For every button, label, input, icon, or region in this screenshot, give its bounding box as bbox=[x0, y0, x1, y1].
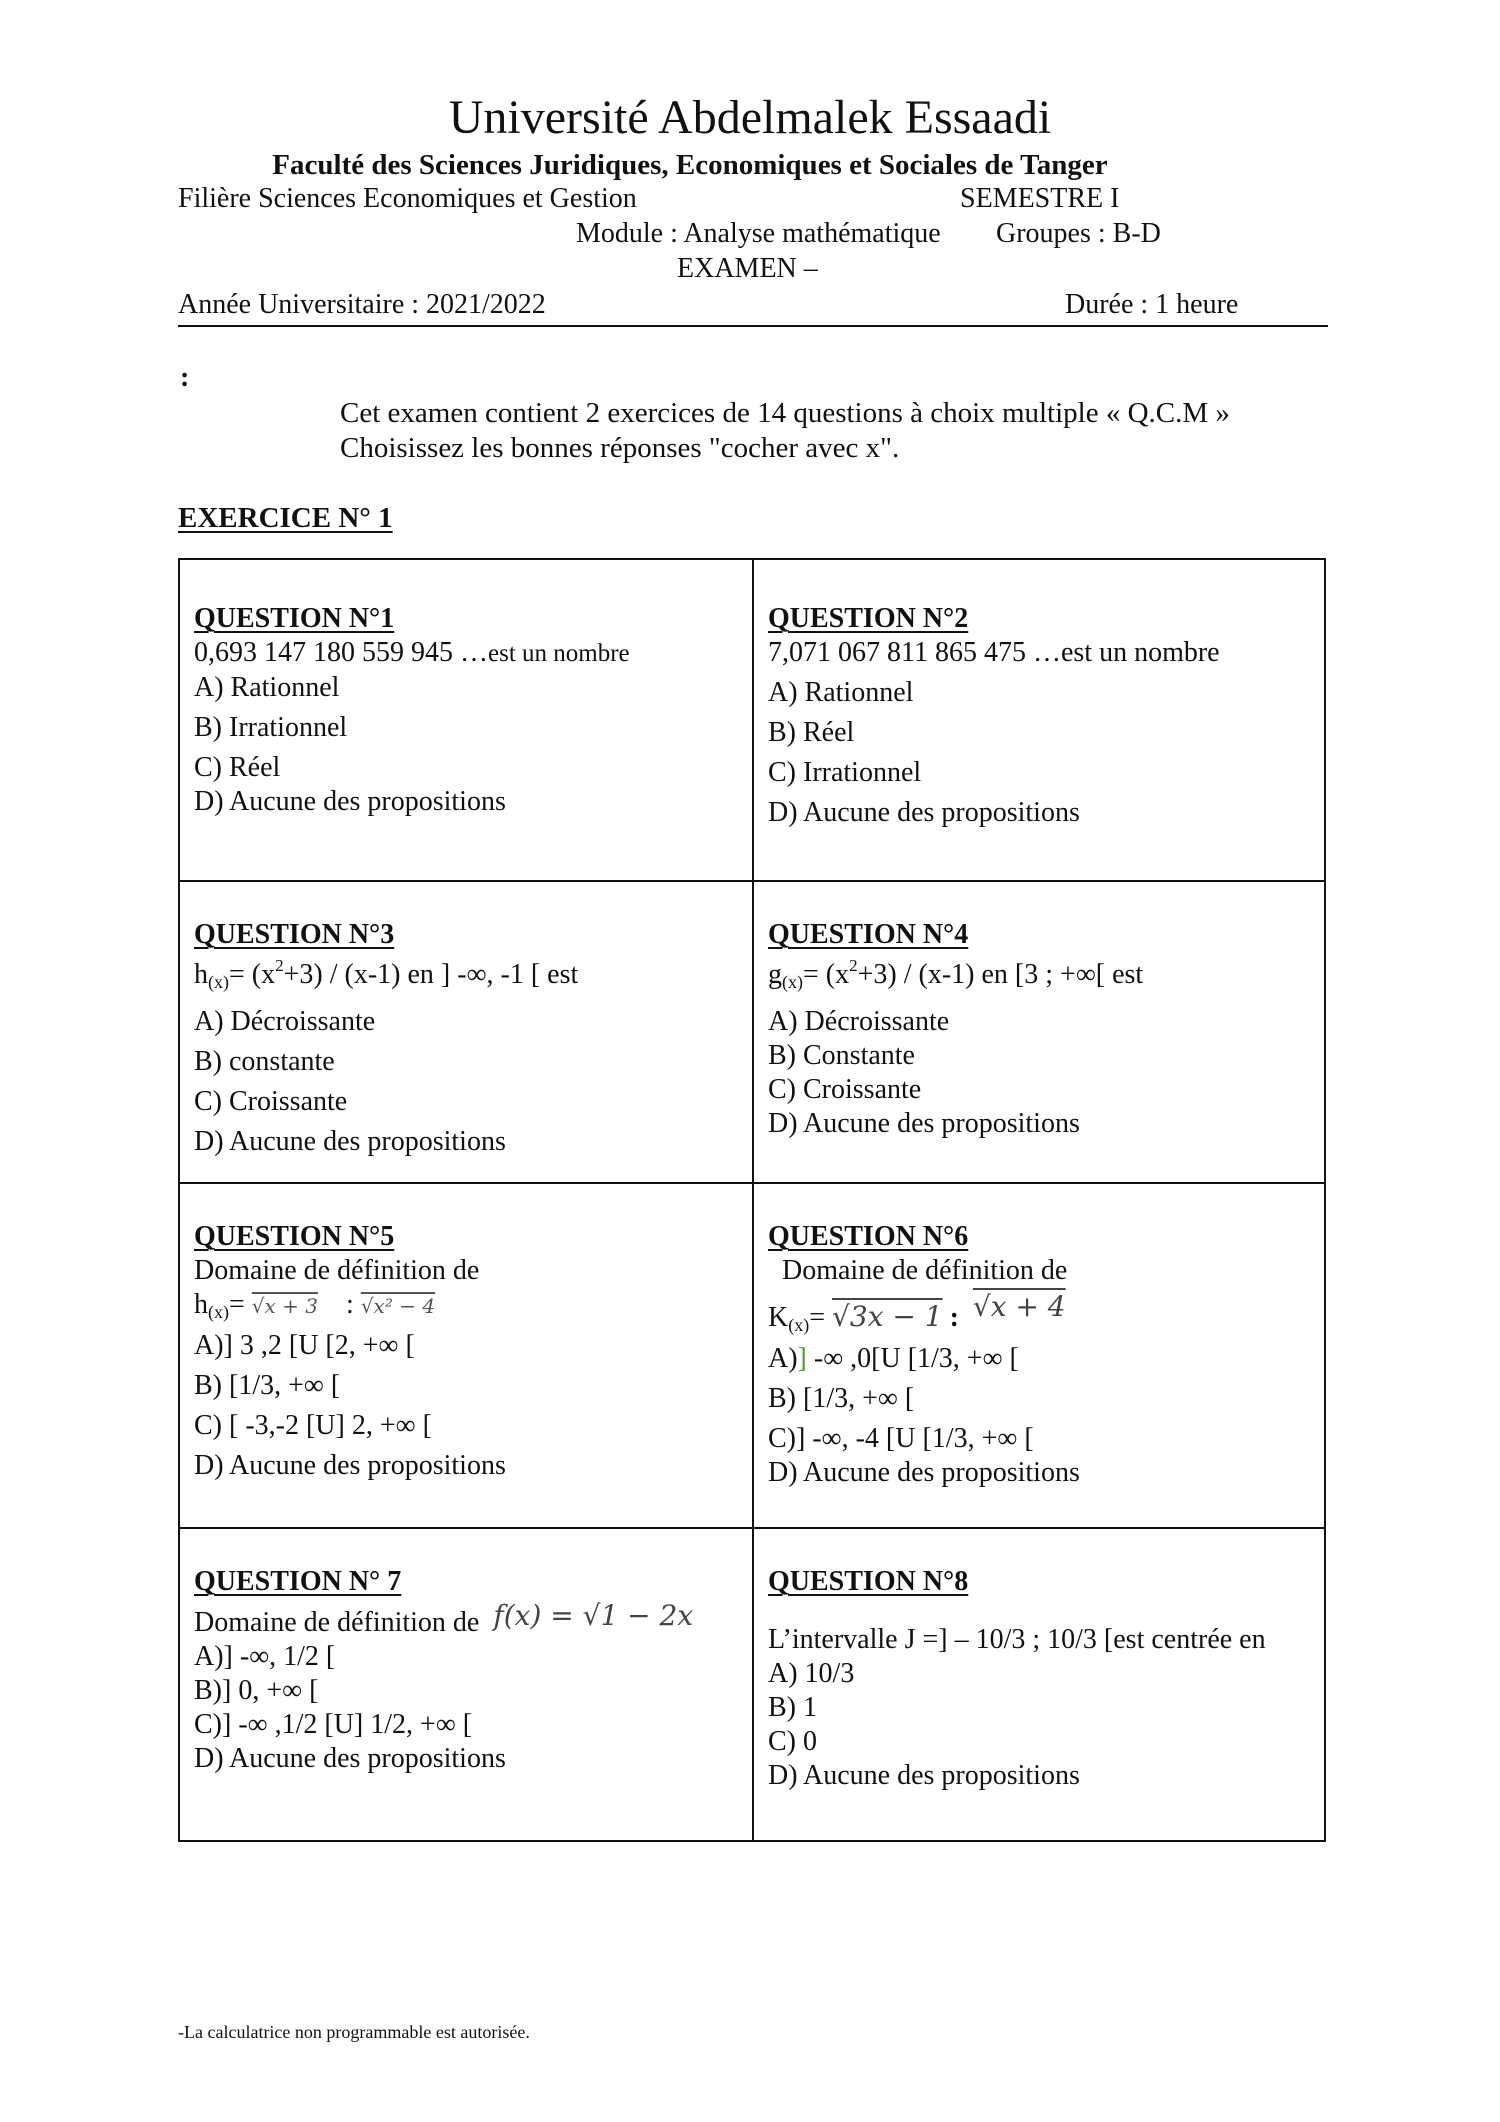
instruction-line-2: Choisissez les bonnes réponses "cocher avec x". bbox=[340, 432, 900, 464]
option-a[interactable]: A) Décroissante bbox=[194, 1006, 376, 1037]
option-b[interactable]: B) Réel bbox=[768, 717, 855, 748]
duree-label: Durée : 1 heure bbox=[1065, 289, 1239, 320]
question-prompt: Domaine de définition de bbox=[768, 1255, 1068, 1286]
sqrt-expression-1: √x + 3 bbox=[251, 1294, 319, 1318]
prompt-text: Domaine de définition de bbox=[194, 1607, 480, 1638]
question-cell-5 bbox=[179, 1183, 753, 1528]
annee-label: Année Universitaire : 2021/2022 bbox=[178, 289, 546, 320]
question-prompt: L’intervalle J =] – 10/3 ; 10/3 [est centrée en bbox=[768, 1624, 1266, 1655]
qcm-table bbox=[178, 558, 1326, 1842]
option-a[interactable]: A) 10/3 bbox=[768, 1658, 855, 1689]
option-d[interactable]: D) Aucune des propositions bbox=[194, 1743, 506, 1774]
question-title: QUESTION N°2 bbox=[768, 603, 969, 634]
prompt-part: = (x bbox=[229, 959, 276, 990]
question-prompt bbox=[768, 958, 1310, 999]
instruction-line-1: Cet examen contient 2 exercices de 14 questions à choix multiple « Q.C.M » bbox=[340, 397, 1230, 429]
option-prefix: A) bbox=[768, 1343, 798, 1374]
function-definition bbox=[194, 1288, 738, 1329]
question-cell-8 bbox=[753, 1528, 1325, 1841]
footer-note: -La calculatrice non programmable est autorisée. bbox=[178, 2022, 530, 2042]
question-cell-7 bbox=[179, 1528, 753, 1841]
equals: = bbox=[229, 1289, 245, 1320]
option-b[interactable]: B) Constante bbox=[768, 1040, 915, 1071]
prompt-tail: est un nombre bbox=[488, 640, 630, 667]
option-a[interactable]: A)] -∞, 1/2 [ bbox=[194, 1641, 336, 1672]
option-c[interactable]: C)] -∞ ,1/2 [U] 1/2, +∞ [ bbox=[194, 1709, 473, 1740]
sqrt-expression-2: √x² − 4 bbox=[360, 1294, 436, 1318]
question-cell-3 bbox=[179, 881, 753, 1183]
option-d[interactable]: D) Aucune des propositions bbox=[194, 786, 506, 817]
prompt-number: 0,693 147 180 559 945 … bbox=[194, 637, 488, 668]
prompt-part: +3) / (x-1) en ] -∞, -1 [ est bbox=[283, 959, 579, 990]
option-a[interactable]: A) Décroissante bbox=[768, 1006, 950, 1037]
option-c[interactable]: C)] -∞, -4 [U [1/3, +∞ [ bbox=[768, 1423, 1034, 1454]
instructions-colon: : bbox=[180, 362, 190, 393]
module-label: Module : Analyse mathématique bbox=[576, 218, 941, 249]
groupes-label: Groupes : B-D bbox=[996, 218, 1161, 249]
option-c[interactable]: C) Irrationnel bbox=[768, 757, 922, 788]
option-a[interactable]: A) Rationnel bbox=[768, 677, 914, 708]
option-a[interactable]: A) Rationnel bbox=[194, 672, 340, 703]
question-title: QUESTION N° 7 bbox=[194, 1566, 402, 1597]
option-d[interactable]: D) Aucune des propositions bbox=[768, 1457, 1080, 1488]
option-d[interactable]: D) Aucune des propositions bbox=[194, 1126, 506, 1157]
option-b[interactable]: B) [1/3, +∞ [ bbox=[194, 1370, 341, 1401]
option-c[interactable]: C) 0 bbox=[768, 1726, 817, 1757]
option-b[interactable]: B) constante bbox=[194, 1046, 335, 1077]
separator: : bbox=[949, 1302, 959, 1333]
question-title: QUESTION N°3 bbox=[194, 919, 395, 950]
question-prompt bbox=[194, 636, 738, 671]
examen-label: EXAMEN – bbox=[677, 253, 818, 284]
option-d[interactable]: D) Aucune des propositions bbox=[768, 797, 1080, 828]
question-prompt: Domaine de définition de bbox=[194, 1255, 480, 1286]
option-c[interactable]: C) Croissante bbox=[194, 1086, 348, 1117]
question-prompt: 7,071 067 811 865 475 …est un nombre bbox=[768, 637, 1220, 668]
prompt-part: = (x bbox=[803, 959, 850, 990]
exercise-title: EXERCICE N° 1 bbox=[178, 502, 393, 534]
function-arg: (x) bbox=[788, 1315, 810, 1335]
green-bracket: ] bbox=[797, 1343, 807, 1374]
option-b[interactable]: B) 1 bbox=[768, 1692, 817, 1723]
question-title: QUESTION N°8 bbox=[768, 1566, 969, 1597]
filiere-label: Filière Sciences Economiques et Gestion bbox=[178, 183, 637, 214]
function-name: g bbox=[768, 959, 782, 990]
question-prompt bbox=[194, 958, 738, 999]
option-c[interactable]: C) Réel bbox=[194, 752, 281, 783]
question-cell-2 bbox=[753, 559, 1325, 881]
question-cell-1 bbox=[179, 559, 753, 881]
exponent: 2 bbox=[849, 956, 858, 975]
semestre-label: SEMESTRE I bbox=[960, 183, 1120, 214]
option-b[interactable]: B) [1/3, +∞ [ bbox=[768, 1383, 915, 1414]
option-c[interactable]: C) [ -3,-2 [U] 2, +∞ [ bbox=[194, 1410, 432, 1441]
question-title: QUESTION N°1 bbox=[194, 603, 395, 634]
sqrt-expression-2: √x + 4 bbox=[972, 1290, 1066, 1323]
function-expression: f(x) = √1 − 2x bbox=[493, 1599, 694, 1632]
function-name: K bbox=[768, 1302, 789, 1333]
separator: : bbox=[346, 1289, 354, 1320]
option-d[interactable]: D) Aucune des propositions bbox=[194, 1450, 506, 1481]
faculty-name: Faculté des Sciences Juridiques, Economiques et Sociales de Tanger bbox=[272, 149, 1108, 181]
option-b[interactable]: B) Irrationnel bbox=[194, 712, 348, 743]
option-text: -∞ ,0[U [1/3, +∞ [ bbox=[806, 1343, 1019, 1374]
function-name: h bbox=[194, 1289, 208, 1320]
question-prompt bbox=[194, 1599, 738, 1640]
question-cell-6 bbox=[753, 1183, 1325, 1528]
option-c[interactable]: C) Croissante bbox=[768, 1074, 922, 1105]
option-d[interactable]: D) Aucune des propositions bbox=[768, 1108, 1080, 1139]
function-arg: (x) bbox=[208, 1302, 229, 1322]
question-title: QUESTION N°4 bbox=[768, 919, 969, 950]
question-title: QUESTION N°6 bbox=[768, 1221, 969, 1252]
option-a[interactable]: A)] 3 ,2 [U [2, +∞ [ bbox=[194, 1330, 415, 1361]
option-b[interactable]: B)] 0, +∞ [ bbox=[194, 1675, 319, 1706]
function-arg: (x) bbox=[782, 972, 803, 992]
university-title: Université Abdelmalek Essaadi bbox=[448, 91, 1052, 144]
option-a[interactable] bbox=[768, 1342, 1310, 1376]
prompt-part: +3) / (x-1) en [3 ; +∞[ est bbox=[857, 959, 1144, 990]
sqrt-expression-1: √3x − 1 bbox=[832, 1300, 943, 1333]
question-title: QUESTION N°5 bbox=[194, 1221, 395, 1252]
question-cell-4 bbox=[753, 881, 1325, 1183]
equals: = bbox=[809, 1302, 826, 1333]
function-name: h bbox=[194, 959, 208, 990]
function-definition bbox=[768, 1290, 1310, 1342]
function-arg: (x) bbox=[208, 972, 229, 992]
exponent: 2 bbox=[275, 956, 284, 975]
header-rule bbox=[178, 325, 1328, 327]
option-d[interactable]: D) Aucune des propositions bbox=[768, 1760, 1080, 1791]
